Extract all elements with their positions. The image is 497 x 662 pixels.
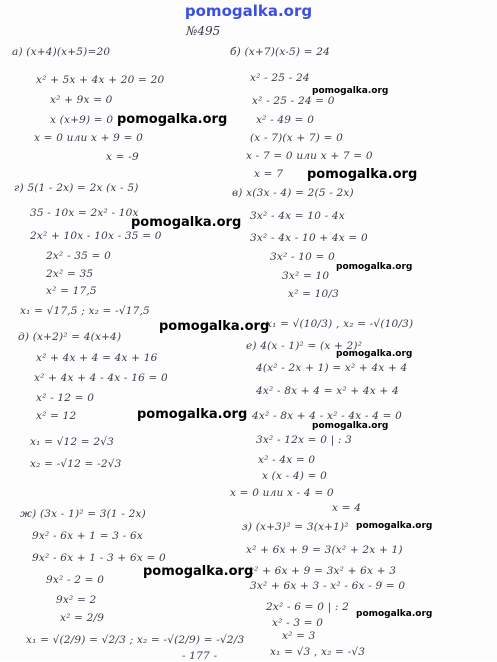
solution-line: 9x² - 6x + 1 = 3 - 6x [32, 530, 143, 542]
watermark: pomogalka.org [131, 215, 242, 230]
solution-line: x₁ = √3 , x₂ = -√3 [270, 646, 366, 658]
watermark: pomogalka.org [336, 262, 413, 272]
watermark: pomogalka.org [159, 319, 270, 334]
solution-line: x - 7 = 0 или x + 7 = 0 [246, 150, 373, 162]
solution-line: 9x² - 6x + 1 - 3 + 6x = 0 [32, 552, 166, 564]
solution-line: x₂ = -√12 = -2√3 [30, 458, 122, 470]
page-number: - 177 - [182, 650, 218, 662]
solution-line: ж) (3x - 1)² = 3(1 - 2x) [20, 508, 146, 520]
solution-line: 9x² = 2 [56, 594, 97, 606]
solution-line: x (x - 4) = 0 [262, 470, 328, 482]
solution-line: 3x² - 12x = 0 | : 3 [256, 434, 353, 446]
watermark: pomogalka.org [336, 349, 413, 359]
solution-line: а) (x+4)(x+5)=20 [12, 46, 111, 58]
solution-line: x = 7 [254, 168, 284, 180]
solution-line: 2x² - 35 = 0 [46, 250, 111, 262]
solution-line: 2x² + 10x - 10x - 35 = 0 [30, 230, 162, 242]
watermark: pomogalka.org [143, 564, 254, 579]
solution-line: 4x² - 8x + 4 - x² - 4x - 4 = 0 [252, 410, 403, 422]
solution-line: з) (x+3)² = 3(x+1)² [242, 521, 349, 533]
solution-line: x² - 25 - 24 = 0 [252, 95, 335, 107]
solution-line: x² + 5x + 4x + 20 = 20 [36, 74, 165, 86]
problem-number: №495 [186, 24, 221, 38]
solution-line: 3x² = 10 [282, 270, 330, 282]
solution-line: x² = 17,5 [46, 285, 97, 297]
solution-line: е) 4(x - 1)² = (x + 2)² [246, 340, 363, 352]
solution-line: x² + 6x + 9 = 3x² + 6x + 3 [248, 565, 397, 577]
solution-line: x² + 4x + 4 = 4x + 16 [36, 352, 158, 364]
solution-line: x₁ = √12 = 2√3 [30, 436, 114, 448]
solution-line: 3x² - 4x - 10 + 4x = 0 [250, 232, 368, 244]
solution-line: x² - 25 - 24 [250, 72, 310, 84]
solution-line: 35 - 10x = 2x² - 10x [30, 207, 139, 219]
solution-line: x = 4 [332, 502, 362, 514]
watermark: pomogalka.org [356, 521, 433, 531]
site-header: pomogalka.org [184, 2, 313, 20]
solution-line: x² - 4x = 0 [258, 454, 316, 466]
watermark: pomogalka.org [307, 167, 418, 182]
watermark: pomogalka.org [356, 609, 433, 619]
solution-line: 2x² - 6 = 0 | : 2 [266, 601, 350, 613]
solution-line: д) (x+2)² = 4(x+4) [18, 331, 122, 343]
solution-line: x² = 12 [36, 410, 77, 422]
solution-line: x² + 4x + 4 - 4x - 16 = 0 [34, 372, 168, 384]
solution-line: x² = 10/3 [288, 288, 339, 300]
watermark: pomogalka.org [117, 112, 228, 127]
solution-line: x² - 12 = 0 [36, 392, 95, 404]
solution-line: в) x(3x - 4) = 2(5 - 2x) [232, 187, 354, 199]
solution-line: 9x² - 2 = 0 [46, 574, 105, 586]
solution-line: x² + 6x + 9 = 3(x² + 2x + 1) [246, 544, 403, 556]
watermark: pomogalka.org [312, 421, 389, 431]
watermark: pomogalka.org [312, 86, 389, 96]
solution-line: 4(x² - 2x + 1) = x² + 4x + 4 [256, 362, 408, 374]
solution-line: x² + 9x = 0 [50, 94, 113, 106]
solution-line: x = 0 или x - 4 = 0 [230, 487, 334, 499]
solution-line: x₁ = √17,5 ; x₂ = -√17,5 [20, 305, 150, 317]
solution-line: 2x² = 35 [46, 268, 94, 280]
solution-line: x = 0 или x + 9 = 0 [34, 132, 143, 144]
solution-line: 3x² + 6x + 3 - x² - 6x - 9 = 0 [250, 580, 406, 592]
solution-line: x₁ = √(10/3) , x₂ = -√(10/3) [266, 318, 414, 330]
solution-line: x² = 2/9 [60, 612, 105, 624]
solution-line: 3x² - 10 = 0 [270, 251, 335, 263]
solution-line: x (x+9) = 0 [50, 114, 114, 126]
solution-line: x² - 49 = 0 [256, 114, 315, 126]
solution-line: (x - 7)(x + 7) = 0 [250, 132, 344, 144]
solution-line: x² = 3 [282, 630, 316, 642]
solution-line: 4x² - 8x + 4 = x² + 4x + 4 [256, 385, 399, 397]
solution-line: x = -9 [106, 151, 139, 163]
solution-line: x₁ = √(2/9) = √2/3 ; x₂ = -√(2/9) = -√2/3 [26, 634, 245, 646]
watermark: pomogalka.org [137, 407, 248, 422]
solution-line: 3x² - 4x = 10 - 4x [250, 210, 345, 222]
solution-line: г) 5(1 - 2x) = 2x (x - 5) [14, 182, 139, 194]
solution-line: б) (x+7)(x-5) = 24 [230, 46, 331, 58]
solution-line: x² - 3 = 0 [272, 617, 324, 629]
